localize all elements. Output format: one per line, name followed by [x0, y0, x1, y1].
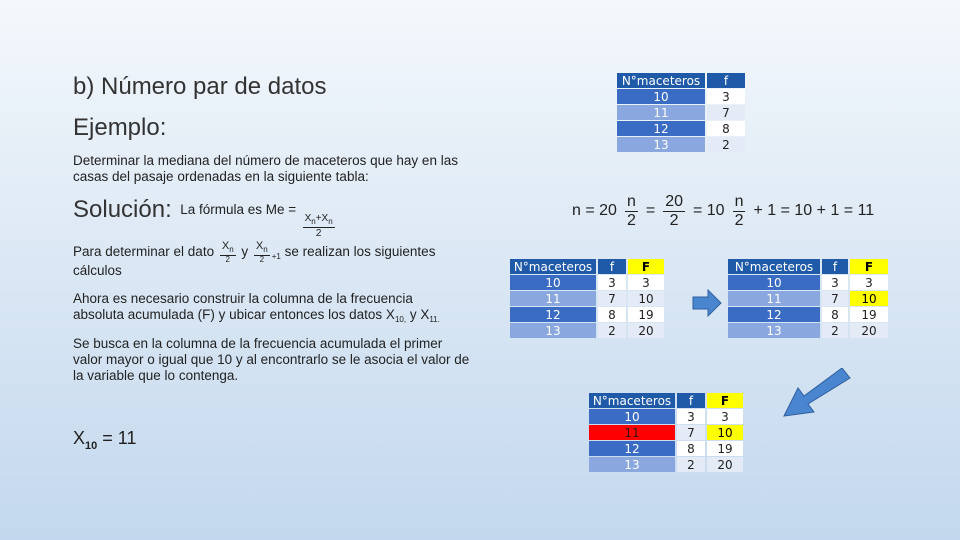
table-row: 10 3 3: [510, 275, 664, 290]
solucion-label: Solución:: [73, 196, 172, 223]
arrow-right-icon: [692, 289, 722, 317]
table-row: 12 8 19: [589, 441, 743, 456]
table-row: 10 3: [617, 89, 745, 104]
arrow-down-left-icon: [782, 368, 852, 420]
determinar-line2: cálculos: [73, 263, 122, 278]
header-f: f: [822, 259, 848, 274]
table-header-row: [617, 73, 745, 88]
header-f: f: [677, 393, 705, 408]
formula-intro: La fórmula es Me =: [180, 202, 297, 217]
solucion-row: [73, 196, 337, 239]
busca-text: Se busca en la columna de la frecuencia acumulada el primer valor mayor o igual que 10 y al encontrarlo se le asocia el valor de la variable que lo contenga.: [73, 336, 470, 383]
table-header-row: [589, 393, 743, 408]
table-header-row: [510, 259, 664, 274]
header-maceteros: N°maceteros: [617, 73, 705, 88]
table-row: 10 3 3: [728, 275, 888, 290]
section-heading: b) Número par de datos: [73, 73, 327, 100]
table-row: 10 3 3: [589, 409, 743, 424]
table-row: 11 7 10: [589, 425, 743, 440]
ejemplo-label: Ejemplo:: [73, 114, 167, 141]
table-with-F: [508, 258, 666, 339]
table-median: [587, 392, 745, 473]
table-row: 13 2 20: [589, 457, 743, 472]
header-F: F: [628, 259, 664, 274]
highlighted-F-cell: 10: [850, 291, 888, 306]
table-header-row: [728, 259, 888, 274]
median-value-cell: 11: [589, 425, 675, 440]
result-text: $X_{10} = 11$: [73, 428, 137, 452]
header-maceteros: N°maceteros: [728, 259, 820, 274]
table-row: 11 7 10: [728, 291, 888, 306]
header-maceteros: N°maceteros: [510, 259, 596, 274]
ahora-text: Ahora es necesario construir la columna de la frecuencia absoluta acumulada (F) y ubicar entonces los datos $X_{10,}$ y $X_{11.}$: [73, 291, 440, 324]
table-row: 12 8 19: [510, 307, 664, 322]
table-row: 13 2 20: [510, 323, 664, 338]
determinar-text: Para determinar el dato $\frac{X_n}{2}$ y $\frac{X_n}{2}$ $_{+1}$ se realizan los siguientes: [73, 240, 436, 264]
header-f: f: [707, 73, 745, 88]
table-row: 11 7 10: [510, 291, 664, 306]
table-row: 13 2 20: [728, 323, 888, 338]
median-formula: $\frac{X_n+X_n}{2}$: [304, 213, 333, 239]
header-f: f: [598, 259, 626, 274]
table-F-highlight: [726, 258, 890, 339]
table-row: 13 2: [617, 137, 745, 152]
n-calculation: n = 20 $\frac{n}{2}$ = $\frac{20}{2}$ = 10 $\frac{n}{2}$ + 1 = 10 + 1 = 11: [572, 193, 875, 229]
problem-statement: Determinar la mediana del número de maceteros que hay en las casas del pasaje ordenadas en la siguiente tabla:: [73, 153, 458, 184]
table-original: [615, 72, 747, 153]
header-F: F: [850, 259, 888, 274]
table-row: 12 8: [617, 121, 745, 136]
header-maceteros: N°maceteros: [589, 393, 675, 408]
header-F: F: [707, 393, 743, 408]
table-row: 12 8 19: [728, 307, 888, 322]
table-row: 11 7: [617, 105, 745, 120]
